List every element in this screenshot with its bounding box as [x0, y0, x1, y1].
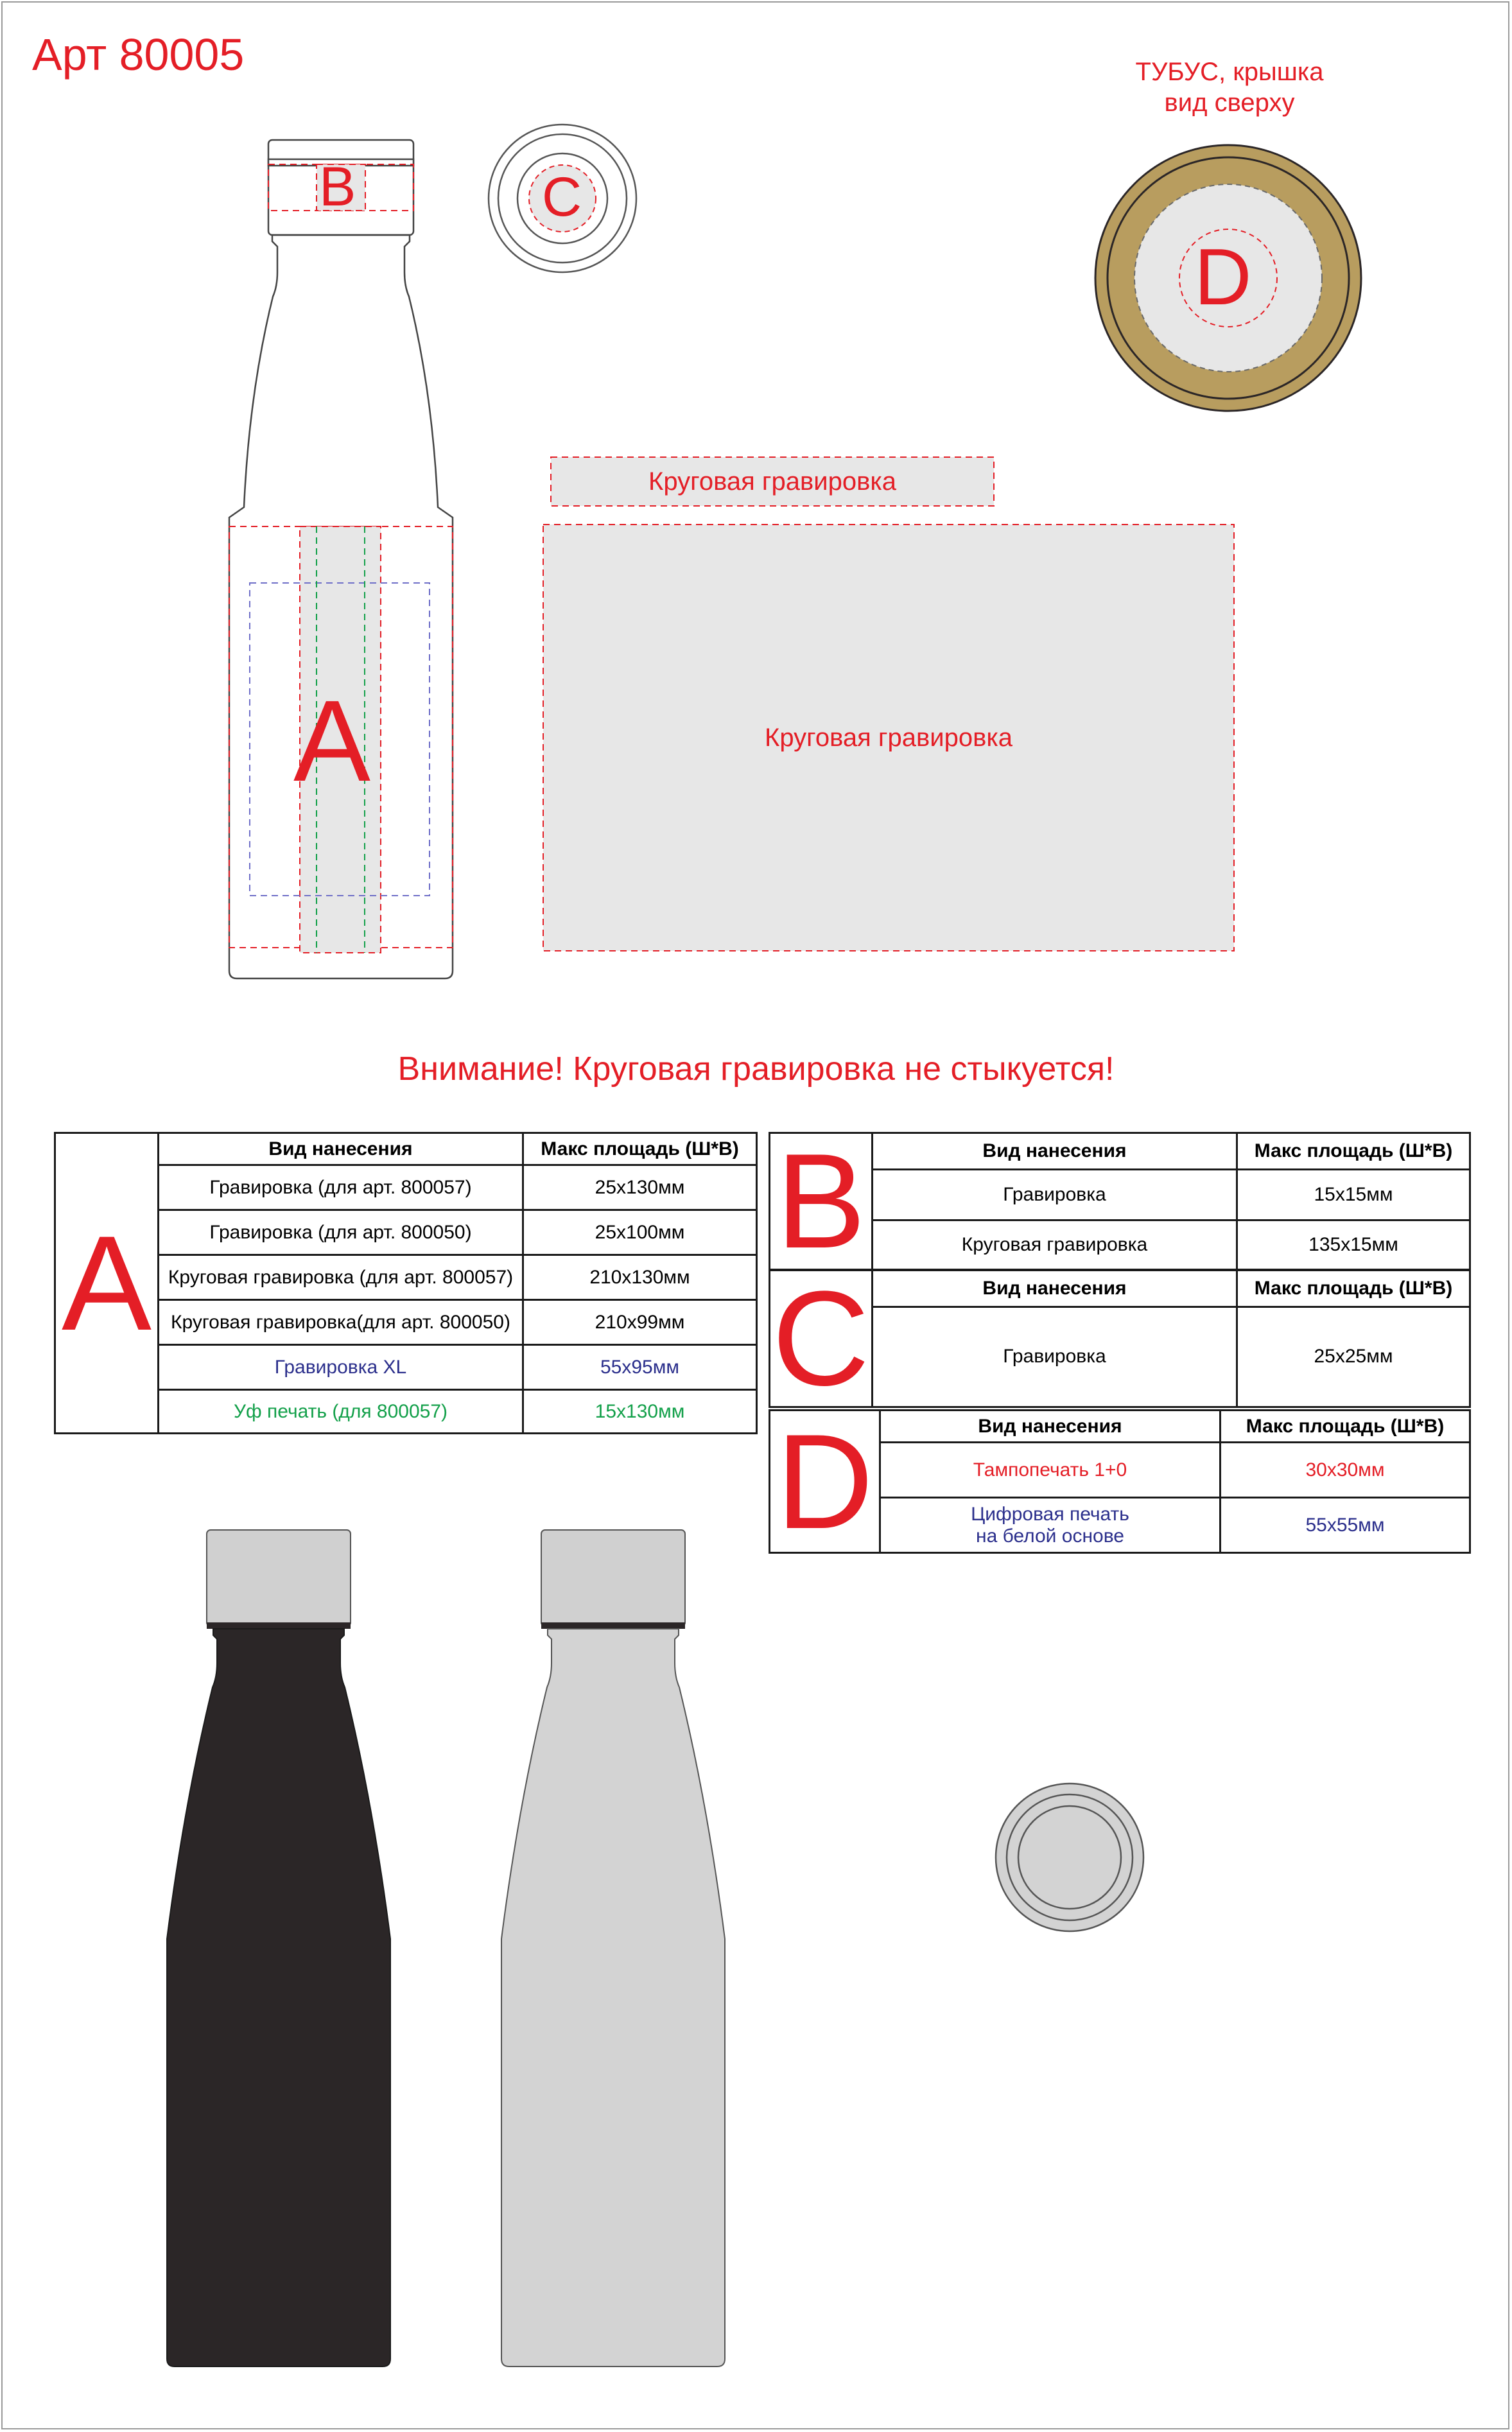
tubus-label-line-2: вид сверху — [1164, 89, 1295, 117]
table-d — [769, 1405, 1471, 1557]
table-d-method: Тампопечать 1+0 — [880, 1443, 1221, 1498]
table-b-size: 135x15мм — [1237, 1220, 1470, 1269]
table-b-method: Гравировка — [873, 1169, 1237, 1220]
table-c-header-size: Макс площадь (Ш*В) — [1237, 1271, 1470, 1307]
tubus-label — [1079, 56, 1380, 118]
table-c — [769, 1263, 1471, 1414]
bottle-silver-cap-band — [541, 1622, 685, 1629]
bottle-black-cap — [207, 1530, 351, 1626]
table-a-method: Гравировка XL — [159, 1345, 523, 1390]
table-a-method: Уф печать (для 800057) — [159, 1390, 523, 1434]
zone-d-marker: D — [1194, 233, 1252, 322]
table-row — [55, 1345, 757, 1390]
table-row — [55, 1210, 757, 1255]
bottle-silver-cap — [541, 1530, 685, 1626]
table-c-method: Гравировка — [873, 1307, 1237, 1407]
table-row — [55, 1300, 757, 1345]
table-a-size: 15x130мм — [523, 1390, 757, 1434]
table-a-method: Гравировка (для арт. 800050) — [159, 1210, 523, 1255]
table-d-method-line-1: Цифровая печать — [971, 1503, 1129, 1525]
table-a-size: 25x130мм — [523, 1165, 757, 1210]
table-row — [55, 1165, 757, 1210]
bottle-silver-body — [501, 1629, 725, 2367]
table-a-size: 210x130мм — [523, 1255, 757, 1300]
table-a-header-size: Макс площадь (Ш*В) — [523, 1133, 757, 1165]
table-b-header-method: Вид нанесения — [873, 1133, 1237, 1170]
table-row — [770, 1220, 1470, 1269]
bottle-black-body — [167, 1629, 390, 2367]
table-b-letter: B — [770, 1133, 873, 1270]
page-title: Арт 80005 — [32, 30, 245, 80]
cap-top-view-small — [996, 1784, 1143, 1931]
table-b-header-size: Макс площадь (Ш*В) — [1237, 1133, 1470, 1170]
table-d-header-method: Вид нанесения — [880, 1411, 1221, 1443]
table-d-method-line-2: на белой основе — [976, 1525, 1124, 1547]
table-d-method — [880, 1498, 1221, 1553]
table-row — [770, 1169, 1470, 1220]
table-b-size: 15x15мм — [1237, 1169, 1470, 1220]
table-d-header-size: Макс площадь (Ш*В) — [1221, 1411, 1470, 1443]
table-c-size: 25x25мм — [1237, 1307, 1470, 1407]
table-d-size: 55x55мм — [1221, 1498, 1470, 1553]
table-b-method: Круговая гравировка — [873, 1220, 1237, 1269]
table-a-header-method: Вид нанесения — [159, 1133, 523, 1165]
warning-text: Внимание! Круговая гравировка не стыкуется! — [397, 1050, 1115, 1088]
table-a-size: 55x95мм — [523, 1345, 757, 1390]
table-a-method: Круговая гравировка (для арт. 800057) — [159, 1255, 523, 1300]
cap-engraving-label: Круговая гравировка — [648, 467, 896, 496]
zone-c-marker: C — [542, 166, 582, 228]
table-row — [55, 1390, 757, 1434]
table-row — [55, 1255, 757, 1300]
table-a-size: 25x100мм — [523, 1210, 757, 1255]
table-c-letter: C — [770, 1271, 873, 1407]
table-b — [769, 1125, 1471, 1276]
table-a-method: Гравировка (для арт. 800057) — [159, 1165, 523, 1210]
tubus-label-line-1: ТУБУС, крышка — [1135, 58, 1324, 86]
table-d-size: 30x30мм — [1221, 1443, 1470, 1498]
body-engraving-label: Круговая гравировка — [765, 723, 1012, 752]
table-a-letter: A — [55, 1133, 159, 1434]
bottle-black-cap-band — [207, 1622, 351, 1629]
table-a — [54, 1132, 758, 1434]
bottle-silver — [501, 1530, 725, 2367]
table-c-header-method: Вид нанесения — [873, 1271, 1237, 1307]
zone-a-marker: A — [293, 677, 371, 806]
table-a-method: Круговая гравировка(для арт. 800050) — [159, 1300, 523, 1345]
table-row — [770, 1307, 1470, 1407]
table-a-size: 210x99мм — [523, 1300, 757, 1345]
table-d-letter: D — [770, 1411, 880, 1553]
zone-b-marker: B — [319, 156, 356, 218]
bottle-black — [167, 1530, 390, 2367]
